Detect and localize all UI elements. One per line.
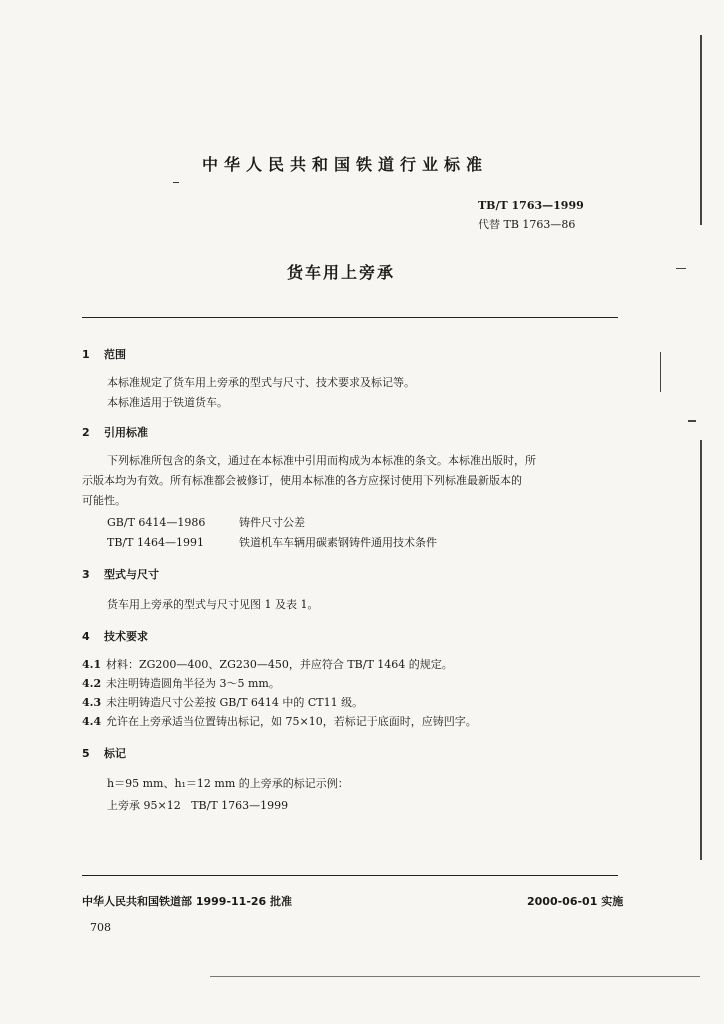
scan-edge-mark: [688, 420, 696, 422]
section-number: 5: [82, 747, 90, 760]
reference-name: 铁道机车车辆用碳素钢铸件通用技术条件: [239, 536, 437, 549]
requirement-item: [82, 694, 363, 710]
section-1-paragraph-2: 本标准适用于铁道货车。: [107, 396, 228, 409]
reference-name: 铸件尺寸公差: [239, 516, 305, 529]
reference-code: TB/T 1464—1991: [107, 536, 204, 549]
section-title: 技术要求: [104, 630, 148, 643]
section-1-paragraph-1: 本标准规定了货车用上旁承的型式与尺寸、技术要求及标记等。: [107, 376, 415, 389]
item-text: 未注明铸造圆角半径为 3～5 mm。: [106, 677, 280, 690]
section-3-paragraph: 货车用上旁承的型式与尺寸见图 1 及表 1。: [107, 598, 319, 611]
reference-item: [107, 514, 305, 530]
scan-edge-mark: [676, 268, 686, 269]
section-title: 型式与尺寸: [104, 568, 159, 581]
section-number: 2: [82, 426, 90, 439]
footer-divider: [82, 875, 618, 876]
replaces-note: 代替 TB 1763—86: [478, 218, 576, 231]
section-3-heading: [82, 566, 159, 582]
reference-code: GB/T 6414—1986: [107, 516, 206, 529]
header-divider: [82, 317, 618, 318]
item-number: 4.3: [82, 696, 102, 709]
section-2-line-2: 示版本均为有效。所有标准都会被修订，使用本标准的各方应探讨使用下列标准最新版本的: [82, 474, 522, 487]
item-text: 材料：ZG200—400、ZG230—450，并应符合 TB/T 1464 的规定。: [106, 658, 453, 671]
issuer-heading: 中华人民共和国铁道行业标准: [202, 155, 489, 174]
scan-mark: [173, 182, 179, 183]
item-number: 4.1: [82, 658, 102, 671]
item-text: 允许在上旁承适当位置铸出标记，如 75×10，若标记于底面时，应铸凹字。: [106, 715, 477, 728]
section-title: 引用标准: [104, 426, 148, 439]
item-number: 4.4: [82, 715, 102, 728]
section-number: 4: [82, 630, 90, 643]
section-1-heading: [82, 346, 126, 362]
section-2-heading: [82, 424, 148, 440]
requirement-item: [82, 656, 453, 672]
section-2-line-1: 下列标准所包含的条文，通过在本标准中引用而构成为本标准的条文。本标准出版时，所: [107, 454, 536, 467]
section-title: 范围: [104, 348, 126, 361]
requirement-item: [82, 675, 280, 691]
section-number: 3: [82, 568, 90, 581]
section-4-heading: [82, 628, 148, 644]
page-number: 708: [90, 921, 111, 934]
reference-item: [107, 534, 437, 550]
scan-bottom-mark: [210, 976, 700, 977]
scan-edge-mark: [660, 352, 661, 392]
section-2-line-3: 可能性。: [82, 494, 126, 507]
scan-edge-mark: [700, 35, 702, 225]
marking-example-intro: h＝95 mm、h₁＝12 mm 的上旁承的标记示例：: [107, 777, 349, 790]
section-number: 1: [82, 348, 90, 361]
item-text: 未注明铸造尺寸公差按 GB/T 6414 中的 CT11 级。: [106, 696, 364, 709]
standard-number: TB/T 1763—1999: [478, 199, 584, 212]
document-title: 货车用上旁承: [287, 263, 396, 282]
marking-example: 上旁承 95×12 TB/T 1763—1999: [107, 799, 289, 812]
item-number: 4.2: [82, 677, 102, 690]
implementation-date: 2000-06-01 实施: [527, 895, 624, 908]
approval-note: 中华人民共和国铁道部 1999-11-26 批准: [82, 895, 293, 908]
requirement-item: [82, 713, 477, 729]
scan-edge-mark: [700, 440, 702, 860]
section-5-heading: [82, 745, 126, 761]
section-title: 标记: [104, 747, 126, 760]
